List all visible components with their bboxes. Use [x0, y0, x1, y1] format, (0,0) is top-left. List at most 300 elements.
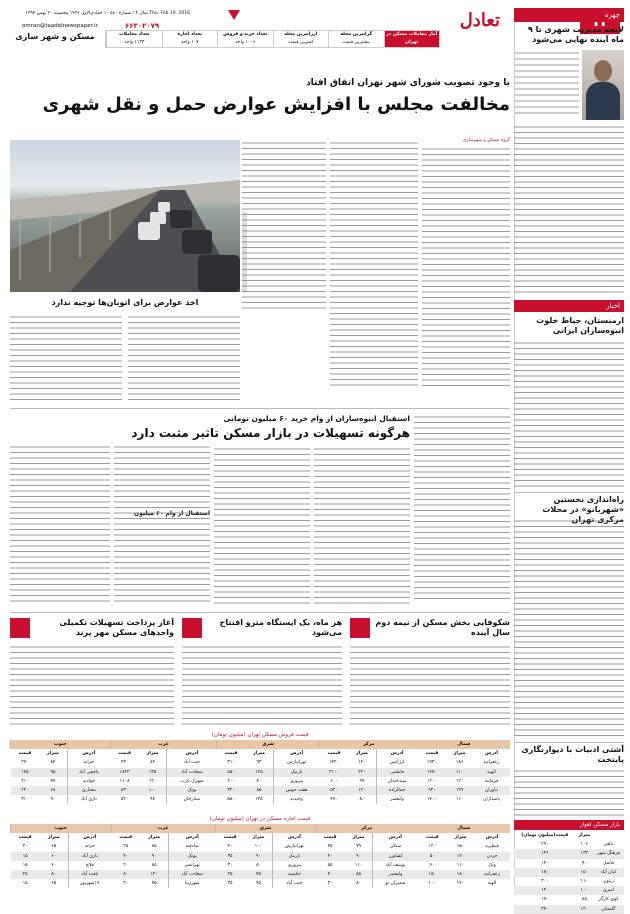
stats-title: تعداد معاملات	[118, 32, 150, 37]
table-cell: ۶۵	[51, 844, 57, 850]
table-cell: حکیمیه	[273, 870, 316, 879]
table-cell: خزانه	[68, 842, 111, 851]
table-cell: جوادیه	[67, 777, 110, 786]
column-header: قیمت	[18, 835, 32, 841]
table-cell: ۲۲۰	[11, 786, 40, 795]
table-cell: ۳۴۰	[514, 905, 576, 914]
table-cell: ۶۵	[51, 881, 57, 887]
ahvaz-col-size: متراژ	[578, 833, 591, 839]
stats-cell	[162, 31, 218, 47]
stats-cell	[106, 31, 162, 47]
table-cell: ۲۵	[123, 844, 129, 850]
table-cell: جنت آباد	[167, 758, 217, 767]
table-cell: ۴۳۰	[120, 760, 129, 766]
table-cell: شمیران نو	[373, 879, 418, 888]
news3-title: آشتی ادبیات با دیوارنگاری پایتخت	[514, 742, 624, 765]
sidebar	[514, 8, 624, 912]
ahvaz-table	[514, 831, 624, 914]
table-cell: ۳۰۰	[541, 879, 549, 885]
table-cell: ۱۲۰۰	[426, 778, 437, 784]
table-cell: ۱۰۰	[428, 881, 436, 887]
table-cell: هفت حوض	[273, 786, 319, 795]
stats-strip	[105, 30, 440, 48]
column-header: قیمت	[223, 835, 237, 841]
table-cell: فاضل	[603, 860, 614, 866]
table-cell: ۹۳۰	[418, 786, 447, 795]
table-cell: تهرانپارس	[273, 842, 316, 851]
table-cell: ۱۲۰	[514, 886, 576, 895]
story2-divider	[10, 408, 510, 409]
table-cell: پونک	[167, 786, 217, 795]
table-cell: کوی کارگر	[598, 897, 619, 903]
table-cell: ولیعصر	[373, 870, 418, 879]
date-fa: پنجشنبه ۳۰ بهمن ۱۳۹۴	[25, 11, 69, 16]
ahvaz-col-price: قیمت(میلیون تومان)	[521, 833, 569, 839]
story-col-1	[422, 146, 510, 386]
table-cell: پیروزی	[273, 777, 319, 786]
stats-title: ارزانترین محله	[284, 32, 318, 37]
table-cell: ۱۵	[11, 852, 40, 861]
table-cell: ۱۰۰	[254, 844, 263, 850]
table-cell: ۵۸۰	[227, 797, 235, 803]
stats-title: تعداد اجاره	[177, 32, 202, 37]
column-header: قیمت	[18, 751, 32, 757]
table-cell: ۳۰	[227, 862, 233, 868]
story2-title: هرگونه تسهیلات در بازار مسکن تاثیر مثبت دارد	[131, 426, 410, 440]
story2-col-1	[414, 414, 510, 604]
date-en: Thu. Feb 19. 2016	[149, 11, 190, 16]
table-cell: ۳۵	[227, 881, 233, 887]
table-cell: ۱۱۰۸	[119, 778, 130, 784]
table-cell: ۵۳۰	[110, 786, 139, 795]
region-header: جنوب	[11, 824, 112, 833]
column-header: متراژ	[252, 835, 265, 841]
table-cell: ۱۰۰	[139, 786, 167, 795]
column-header: آدرس	[273, 833, 316, 842]
table-cell: ۱۷۰	[541, 897, 549, 903]
table-cell: ۲۷۰	[21, 760, 29, 766]
table-cell: ۱۸۶	[455, 760, 464, 766]
table-cell: ۱۱۰	[580, 879, 589, 885]
table-cell: ۷۰	[51, 862, 57, 868]
stats-cell	[328, 31, 384, 47]
table-row	[11, 777, 511, 786]
box3-icon	[10, 618, 30, 638]
table-row	[11, 758, 511, 767]
table-cell: ۱۲۰	[447, 852, 474, 861]
credit: گروه مسکن و شهرسازی	[462, 138, 510, 143]
logo-mark	[228, 10, 240, 20]
box3	[10, 618, 174, 728]
rent-caption: قیمت اجاره مسکن در تهران (میلیون تومان)	[209, 816, 311, 822]
table-cell: نارمک	[273, 852, 316, 861]
table-row	[11, 768, 511, 777]
table-cell: ۸۵	[151, 862, 157, 868]
table-cell: ۳۲۰	[217, 786, 246, 795]
column-header: قیمت	[425, 835, 439, 841]
box1-icon	[350, 618, 370, 638]
table-cell: جمالزاده	[376, 786, 418, 795]
table-cell: ۱۲۵	[255, 797, 263, 803]
region-header: مرکز	[315, 824, 417, 833]
table-row	[11, 786, 511, 795]
table-cell: ۲۵	[215, 870, 244, 879]
table-cell: ۱۲۶	[514, 849, 576, 858]
table-cell: ۸۴	[150, 760, 155, 766]
region-header: مرکز	[320, 740, 418, 749]
face-title: لایحه مدیریت شهری تا ۹ ماه آینده نهایی می‌شود	[527, 25, 624, 44]
table-cell: فاطمی	[376, 768, 418, 777]
table-cell: فلاح	[68, 861, 111, 870]
table-cell: جنت آباد	[273, 879, 316, 888]
table-row	[514, 877, 624, 886]
column-header: متراژ	[253, 751, 265, 757]
table-cell: ۳۰	[327, 881, 333, 887]
table-cell: شهرک غرب	[167, 777, 217, 786]
table-cell: پیروزی	[273, 861, 316, 870]
issue: سال ۴ / شماره ۵۸۰	[110, 11, 148, 16]
table-cell: ۲۲۰	[348, 768, 376, 777]
table-cell: ۵۵	[327, 862, 333, 868]
table-cell: ۱۵۰	[576, 868, 593, 877]
column-header: آدرس	[373, 833, 418, 842]
table-row	[11, 879, 511, 888]
table-cell: وحیدیه	[273, 795, 319, 804]
stats-title: گرانترین محله	[340, 32, 373, 37]
news1-title: ارمنستان، حیاط خلوت انبوه‌سازان ایرانی	[536, 316, 624, 335]
region-header: غرب	[111, 824, 215, 833]
table-cell: ۱۱۰	[446, 768, 473, 777]
kicker: با وجود تصویب شورای شهر تهران اتفاق افتاد	[306, 78, 510, 88]
table-cell: نازی آباد	[68, 852, 111, 861]
table-cell: ۸۵	[151, 844, 157, 850]
headline: مخالفت مجلس با افزایش عوارض حمل و نقل شهری	[42, 94, 510, 115]
region-header: جنوب	[11, 740, 111, 749]
table-cell: ۹۰	[140, 852, 168, 861]
table-cell: ۱۹۳۰	[426, 760, 437, 766]
box3-title: آغاز پرداخت تسهیلات تکمیلی واحدهای مسکن مهر پرند	[59, 618, 174, 637]
table-cell: تهرانپارس	[273, 758, 319, 767]
table-cell: ۵۰	[418, 852, 447, 861]
table-cell: ۵۲۰	[120, 797, 129, 803]
news1-body	[514, 340, 624, 488]
table-cell: ۲۰	[22, 844, 28, 850]
table-cell: باهنر	[603, 842, 614, 848]
table-cell: ۳۵	[215, 852, 244, 861]
table-cell: ۱۲۰	[348, 786, 376, 795]
table-cell: ۵۲۰	[320, 786, 349, 795]
news2-body	[514, 518, 624, 738]
table-cell: صادقیه	[169, 842, 216, 851]
stats-cell	[217, 31, 273, 47]
table-row	[11, 795, 511, 804]
table-cell: ۱۰۰	[576, 886, 593, 895]
column-header: آدرس	[169, 833, 216, 842]
news2-title: راه‌اندازی نخستین «شهربانو» در محلات مرکزی تهران	[514, 492, 624, 525]
region-header: شرق	[215, 824, 315, 833]
table-cell: جردن	[474, 852, 510, 861]
column-header: قیمت	[425, 751, 439, 757]
table-cell: ۶۰	[429, 862, 435, 868]
story-col-2	[330, 140, 418, 386]
table-cell: ۹۰	[245, 852, 273, 861]
news3-body	[514, 768, 624, 820]
table-cell: ۸۰	[356, 881, 361, 887]
table-row	[514, 905, 624, 914]
column-header: آدرس	[68, 833, 111, 842]
table-cell: ۴۰	[227, 844, 233, 850]
table-cell: ۷۹	[356, 844, 361, 850]
column-header: متراژ	[47, 751, 59, 757]
table-cell: ۱۵۰	[418, 870, 447, 879]
column-header: متراژ	[352, 835, 365, 841]
table-cell: ۹۳	[256, 760, 262, 766]
face-photo	[582, 50, 624, 120]
column-header: قیمت	[224, 751, 238, 757]
stats-cell	[273, 31, 329, 47]
table-cell: ۸۰	[256, 862, 261, 868]
table-cell: ۲۱۰	[21, 778, 29, 784]
column-header: آدرس	[485, 835, 499, 841]
table-row	[514, 868, 624, 877]
table-cell: ۸۵	[245, 786, 273, 795]
table-cell: ۲۰۰	[227, 778, 235, 784]
news-label: اخبار	[514, 300, 624, 312]
column-header: قیمت	[119, 835, 133, 841]
table-cell: ۱۳۷	[446, 786, 473, 795]
table-cell: ولیعصر	[376, 795, 418, 804]
table-cell: نازی آباد	[67, 795, 110, 804]
table-cell: ۴۰	[315, 870, 344, 879]
story2-kicker: استقبال انبوه‌سازان از وام خرید ۶۰ میلیون تومانی	[223, 414, 410, 423]
table-cell: امیری	[593, 886, 624, 895]
table-cell: ۱۴۰	[456, 881, 465, 887]
table-cell: ۱۲۰	[140, 870, 168, 879]
table-cell: یافت آباد	[68, 870, 111, 879]
table-row	[11, 852, 511, 861]
box2-title: هر ماه، یک ایستگاه مترو افتتاح می‌شود	[219, 618, 342, 637]
table-cell: ۹۰	[581, 860, 587, 866]
table-cell: ۸۰	[359, 797, 365, 803]
table-row	[11, 870, 511, 879]
table-row	[514, 895, 624, 904]
table-row	[514, 886, 624, 895]
section-title: مسکن و شهر سازی	[15, 32, 95, 41]
table-row	[514, 859, 624, 868]
table-cell: پونک	[169, 852, 216, 861]
region-header: شمال	[418, 740, 510, 749]
stats-value: بیشترین قیمت	[342, 40, 371, 45]
story-col-5	[10, 314, 122, 404]
lead-photo	[10, 140, 240, 292]
rent-table-grid	[10, 824, 510, 888]
table-cell: ۲۵	[11, 870, 40, 879]
table-row	[514, 840, 624, 849]
column-header: متراژ	[356, 751, 368, 757]
logo: تعادل	[459, 10, 500, 31]
table-cell: کیان آباد	[593, 868, 624, 877]
table-cell: ۸۰	[111, 870, 140, 879]
stats-value: ۱۱۲۳ واحد	[124, 40, 145, 45]
table-cell: یوسف آباد	[373, 861, 418, 870]
table-cell: زیتون	[603, 879, 614, 885]
table-cell: ۷۷	[50, 778, 56, 784]
table-cell: ۱۱۰	[354, 862, 363, 868]
column-header: قیمت	[327, 751, 341, 757]
story-col-3	[242, 140, 326, 310]
stats-cell	[384, 31, 440, 47]
table-cell: ۱۸۰	[514, 868, 576, 877]
table-cell: ۱۸	[22, 862, 28, 868]
table-cell: ۱۵۰	[456, 844, 465, 850]
table-cell: ۷۰	[256, 778, 262, 784]
table-row	[514, 849, 624, 858]
story2-col-4	[114, 444, 210, 604]
table-cell: ۹۰	[50, 797, 56, 803]
table-cell: ۶۰	[40, 852, 68, 861]
table-cell: ۱۴۷۰	[418, 768, 447, 777]
table-cell: الهیه	[487, 881, 497, 887]
table-cell: ۹۷	[150, 797, 155, 803]
email: omran@taadolnewspaper.ir	[22, 23, 98, 29]
table-cell: شهرزیبا	[169, 879, 216, 888]
column-header: آدرس	[376, 749, 418, 758]
table-cell: ۱۱۰	[456, 862, 465, 868]
story2-col-2	[314, 446, 410, 604]
stats-value: ۱۰۷ واحد	[180, 40, 199, 45]
table-cell: ۲۰	[123, 881, 129, 887]
column-header: آدرس	[167, 749, 217, 758]
sale-caption: قیمت فروش مسکن تهران (میلیون تومان)	[211, 732, 309, 738]
table-cell: ۱۴۰	[541, 860, 549, 866]
main-area	[10, 52, 510, 892]
table-cell: ۱۷۵	[11, 768, 40, 777]
table-cell: ۱۲۵	[245, 768, 273, 777]
column-header: آدرس	[273, 749, 319, 758]
table-cell: ۸۵	[581, 897, 587, 903]
table-cell: گلستان	[593, 905, 624, 914]
boxes-divider	[10, 612, 510, 613]
table-cell: ۶۸	[39, 786, 67, 795]
table-cell: ۴۷۰	[330, 797, 338, 803]
table-cell: ۱۸۲۳	[110, 768, 139, 777]
table-cell: ۱۷۰۰	[426, 797, 437, 803]
phone: ۶۶۳۰۲۰۷۹	[125, 22, 160, 30]
ahvaz-col-area	[593, 831, 624, 840]
region-header: شمال	[418, 824, 510, 833]
ahvaz-label: بازار مسکن اهواز	[514, 820, 624, 830]
table-cell: ستارخان	[167, 795, 217, 804]
table-cell: ۸۰	[40, 870, 68, 879]
table-cell: ۱۶۰	[455, 797, 464, 803]
table-cell: ۹۵	[39, 768, 67, 777]
stats-title: آمار معاملات مسکن در تهران	[386, 32, 438, 45]
rent-table	[10, 824, 510, 888]
region-header: شرق	[217, 740, 320, 749]
story2-sub: استقبال از وام ۶۰ میلیون	[134, 510, 210, 517]
table-cell: ۷۵	[245, 870, 273, 879]
box1-title: شکوفایی بخش مسکن از نیمه دوم سال آینده	[375, 618, 510, 637]
table-cell: ۹۰	[345, 852, 373, 861]
column-header: متراژ	[47, 835, 60, 841]
table-cell: سبلان	[373, 842, 418, 851]
column-header: قیمت	[323, 835, 337, 841]
subhead: اخذ عوارض برای اتوبان‌ها توجیه ندارد	[51, 298, 199, 307]
region-header: غرب	[110, 740, 217, 749]
date-hijri: ۱۰ جمادی‌الاول ۱۴۳۷	[69, 11, 109, 16]
table-cell: ۱۷شهریور	[68, 879, 111, 888]
column-header: قیمت	[118, 751, 131, 757]
table-cell: ۹۵	[256, 881, 261, 887]
sale-table	[10, 740, 510, 804]
table-cell: مختاری	[67, 786, 110, 795]
table-cell: کشاورز	[373, 852, 418, 861]
table-cell: ۸۴	[50, 760, 56, 766]
table-cell: سعادت آباد	[167, 768, 217, 777]
story2-col-5	[10, 444, 110, 604]
table-row	[11, 842, 511, 851]
table-cell: قیطریه	[485, 844, 499, 850]
table-cell: ۱۲۰	[428, 844, 436, 850]
table-cell: ۱۵	[22, 881, 28, 887]
table-cell: زعفرانیه	[474, 870, 510, 879]
table-cell: ۱۲۰	[576, 905, 593, 914]
story2-col-3	[214, 446, 310, 604]
table-cell: زعفرانیه	[483, 760, 500, 766]
table-cell: ۹۹	[359, 778, 365, 784]
table-cell: ۱۴۲۰	[329, 760, 339, 766]
face-label: چهره	[514, 8, 624, 22]
column-header: آدرس	[485, 751, 498, 757]
table-cell: ۶۰۰	[330, 778, 338, 784]
table-cell: ۲۱۰۰	[320, 768, 349, 777]
face-body	[515, 50, 579, 120]
table-cell: ۳۱۰	[21, 797, 29, 803]
table-cell: ۱۲۰	[455, 778, 464, 784]
box2-icon	[182, 618, 202, 638]
table-cell: الهیه	[473, 768, 510, 777]
table-cell: ونک	[488, 862, 496, 868]
table-cell: پاسداران	[482, 797, 501, 803]
date-line	[10, 11, 190, 16]
table-cell: ۱۲۰	[148, 778, 157, 784]
box2	[182, 618, 342, 728]
table-cell: ۷۵	[151, 881, 157, 887]
column-header: آدرس	[67, 749, 110, 758]
table-cell: ۱۸۰	[447, 870, 474, 879]
stats-value: ۱۰۰۶ واحد	[235, 40, 256, 45]
table-cell: ۵۵۰	[217, 768, 246, 777]
table-cell: ۴۰	[111, 852, 140, 861]
ahvaz-table-grid	[514, 831, 624, 914]
table-cell: تهرانسر	[169, 861, 216, 870]
table-cell: سعادت آباد	[169, 870, 216, 879]
table-cell: ۱۳۵	[139, 768, 167, 777]
table-row	[11, 861, 511, 870]
column-header: متراژ	[146, 751, 159, 757]
table-cell: نارمک	[273, 768, 319, 777]
face-body-more	[514, 124, 624, 294]
stats-value: کمترین قیمت	[287, 40, 314, 45]
story-col-4	[128, 314, 240, 404]
table-cell: ۳۱۰	[227, 760, 235, 766]
table-cell: ۲۹۰	[541, 842, 549, 848]
table-cell: ۱۰۶	[580, 842, 589, 848]
table-cell: فرهنگ شهر	[593, 849, 624, 858]
table-cell: ۴۵	[327, 844, 333, 850]
table-cell: ۱۴۰	[358, 760, 366, 766]
table-cell: یاخچی آباد	[67, 768, 110, 777]
